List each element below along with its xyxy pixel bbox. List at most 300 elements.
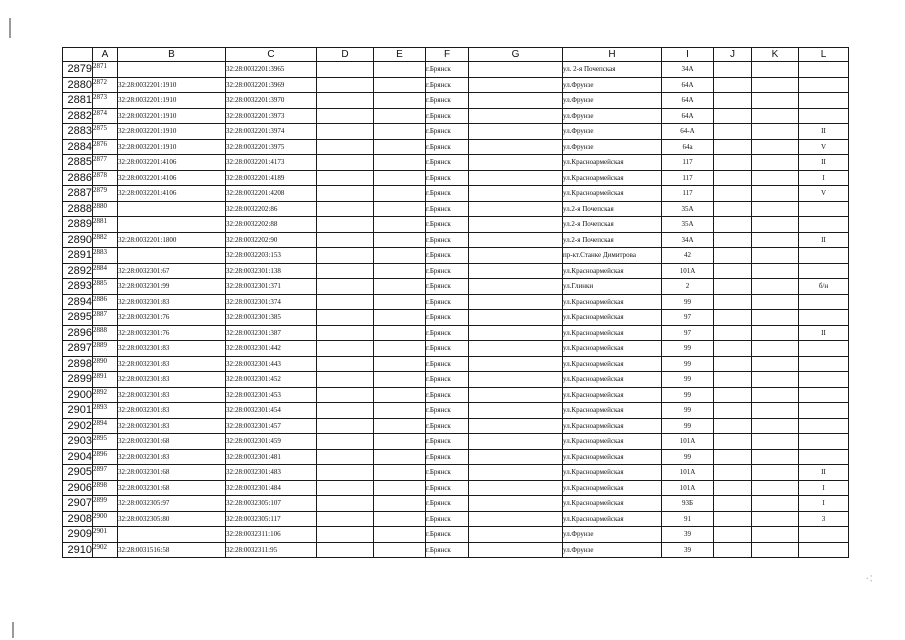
- cell-l[interactable]: I: [799, 480, 849, 496]
- cell-j[interactable]: [714, 511, 752, 527]
- cell-k[interactable]: [752, 387, 799, 403]
- cell-a[interactable]: 2885: [93, 279, 118, 295]
- cell-k[interactable]: [752, 341, 799, 357]
- cell-d[interactable]: [317, 527, 374, 543]
- cell-g[interactable]: [469, 201, 563, 217]
- cell-j[interactable]: [714, 387, 752, 403]
- cell-i[interactable]: 99: [662, 387, 714, 403]
- cell-h[interactable]: ул.Красноармейская: [563, 449, 662, 465]
- cell-g[interactable]: [469, 155, 563, 171]
- cell-g[interactable]: [469, 449, 563, 465]
- cell-c[interactable]: 32:28:0032301:484: [226, 480, 317, 496]
- column-header-i[interactable]: I: [662, 48, 714, 62]
- cell-a[interactable]: 2888: [93, 325, 118, 341]
- cell-k[interactable]: [752, 403, 799, 419]
- cell-c[interactable]: 32:28:0032201:4208: [226, 186, 317, 202]
- cell-h[interactable]: ул.Красноармейская: [563, 310, 662, 326]
- cell-e[interactable]: [374, 480, 426, 496]
- cell-b[interactable]: 32:28:0032305:97: [118, 496, 226, 512]
- cell-k[interactable]: [752, 186, 799, 202]
- cell-j[interactable]: [714, 341, 752, 357]
- cell-c[interactable]: 32:28:0032201:3974: [226, 124, 317, 140]
- cell-f[interactable]: г.Брянск: [426, 232, 469, 248]
- cell-c[interactable]: 32:28:0032305:117: [226, 511, 317, 527]
- cell-k[interactable]: [752, 496, 799, 512]
- cell-e[interactable]: [374, 372, 426, 388]
- cell-j[interactable]: [714, 170, 752, 186]
- cell-h[interactable]: ул.Красноармейская: [563, 341, 662, 357]
- cell-j[interactable]: [714, 279, 752, 295]
- cell-h[interactable]: ул.Красноармейская: [563, 480, 662, 496]
- cell-d[interactable]: [317, 279, 374, 295]
- cell-f[interactable]: г.Брянск: [426, 341, 469, 357]
- cell-b[interactable]: 32:28:0032301:83: [118, 449, 226, 465]
- cell-k[interactable]: [752, 294, 799, 310]
- cell-f[interactable]: г.Брянск: [426, 170, 469, 186]
- cell-b[interactable]: 32:28:0032301:83: [118, 387, 226, 403]
- cell-a[interactable]: 2879: [93, 186, 118, 202]
- cell-k[interactable]: [752, 449, 799, 465]
- cell-j[interactable]: [714, 93, 752, 109]
- cell-g[interactable]: [469, 356, 563, 372]
- cell-l[interactable]: [799, 217, 849, 233]
- cell-e[interactable]: [374, 62, 426, 78]
- cell-h[interactable]: ул.Фрунзе: [563, 527, 662, 543]
- cell-d[interactable]: [317, 294, 374, 310]
- cell-e[interactable]: [374, 387, 426, 403]
- cell-h[interactable]: ул.Красноармейская: [563, 372, 662, 388]
- cell-j[interactable]: [714, 356, 752, 372]
- cell-d[interactable]: [317, 325, 374, 341]
- cell-j[interactable]: [714, 310, 752, 326]
- cell-b[interactable]: [118, 62, 226, 78]
- row-number-cell[interactable]: 2899: [63, 372, 93, 388]
- cell-i[interactable]: 99: [662, 403, 714, 419]
- cell-e[interactable]: [374, 201, 426, 217]
- cell-c[interactable]: 32:28:0032301:385: [226, 310, 317, 326]
- cell-j[interactable]: [714, 155, 752, 171]
- cell-b[interactable]: 32:28:0032301:68: [118, 465, 226, 481]
- cell-g[interactable]: [469, 170, 563, 186]
- cell-e[interactable]: [374, 542, 426, 558]
- cell-f[interactable]: г.Брянск: [426, 279, 469, 295]
- cell-a[interactable]: 2898: [93, 480, 118, 496]
- cell-c[interactable]: 32:28:0032301:483: [226, 465, 317, 481]
- cell-k[interactable]: [752, 372, 799, 388]
- column-header-h[interactable]: H: [563, 48, 662, 62]
- row-number-cell[interactable]: 2910: [63, 542, 93, 558]
- cell-h[interactable]: ул.Красноармейская: [563, 155, 662, 171]
- cell-b[interactable]: 32:28:0032201:1800: [118, 232, 226, 248]
- column-header-g[interactable]: G: [469, 48, 563, 62]
- cell-j[interactable]: [714, 248, 752, 264]
- cell-d[interactable]: [317, 356, 374, 372]
- cell-i[interactable]: 99: [662, 449, 714, 465]
- cell-c[interactable]: 32:28:0032301:443: [226, 356, 317, 372]
- row-number-cell[interactable]: 2904: [63, 449, 93, 465]
- cell-d[interactable]: [317, 93, 374, 109]
- row-number-cell[interactable]: 2896: [63, 325, 93, 341]
- cell-f[interactable]: г.Брянск: [426, 217, 469, 233]
- cell-b[interactable]: 32:28:0032301:68: [118, 434, 226, 450]
- cell-c[interactable]: 32:28:0032202:88: [226, 217, 317, 233]
- cell-j[interactable]: [714, 325, 752, 341]
- cell-h[interactable]: ул. 2-я Почепская: [563, 62, 662, 78]
- cell-b[interactable]: 32:28:0032201:1910: [118, 77, 226, 93]
- cell-e[interactable]: [374, 279, 426, 295]
- cell-d[interactable]: [317, 124, 374, 140]
- row-number-cell[interactable]: 2903: [63, 434, 93, 450]
- cell-b[interactable]: 32:28:0031516:58: [118, 542, 226, 558]
- cell-l[interactable]: II: [799, 124, 849, 140]
- cell-l[interactable]: [799, 387, 849, 403]
- cell-b[interactable]: 32:28:0032301:67: [118, 263, 226, 279]
- column-header-b[interactable]: B: [118, 48, 226, 62]
- cell-i[interactable]: 39: [662, 542, 714, 558]
- cell-f[interactable]: г.Брянск: [426, 325, 469, 341]
- cell-j[interactable]: [714, 372, 752, 388]
- cell-c[interactable]: 32:28:0032301:457: [226, 418, 317, 434]
- cell-l[interactable]: [799, 62, 849, 78]
- cell-f[interactable]: г.Брянск: [426, 201, 469, 217]
- cell-d[interactable]: [317, 511, 374, 527]
- cell-l[interactable]: б/н: [799, 279, 849, 295]
- cell-d[interactable]: [317, 372, 374, 388]
- cell-k[interactable]: [752, 62, 799, 78]
- cell-b[interactable]: [118, 527, 226, 543]
- cell-g[interactable]: [469, 387, 563, 403]
- row-number-cell[interactable]: 2888: [63, 201, 93, 217]
- cell-f[interactable]: г.Брянск: [426, 496, 469, 512]
- cell-a[interactable]: 2874: [93, 108, 118, 124]
- cell-a[interactable]: 2889: [93, 341, 118, 357]
- cell-l[interactable]: [799, 201, 849, 217]
- cell-k[interactable]: [752, 248, 799, 264]
- cell-h[interactable]: ул.Красноармейская: [563, 186, 662, 202]
- row-number-cell[interactable]: 2907: [63, 496, 93, 512]
- cell-f[interactable]: г.Брянск: [426, 434, 469, 450]
- row-number-cell[interactable]: 2890: [63, 232, 93, 248]
- cell-f[interactable]: г.Брянск: [426, 139, 469, 155]
- cell-b[interactable]: 32:28:0032301:83: [118, 418, 226, 434]
- cell-j[interactable]: [714, 62, 752, 78]
- cell-f[interactable]: г.Брянск: [426, 465, 469, 481]
- cell-a[interactable]: 2873: [93, 93, 118, 109]
- cell-l[interactable]: [799, 341, 849, 357]
- row-number-cell[interactable]: 2882: [63, 108, 93, 124]
- cell-j[interactable]: [714, 542, 752, 558]
- cell-l[interactable]: II: [799, 465, 849, 481]
- cell-c[interactable]: 32:28:0032301:374: [226, 294, 317, 310]
- cell-f[interactable]: г.Брянск: [426, 93, 469, 109]
- cell-f[interactable]: г.Брянск: [426, 511, 469, 527]
- row-number-cell[interactable]: 2883: [63, 124, 93, 140]
- cell-c[interactable]: 32:28:0032201:3973: [226, 108, 317, 124]
- cell-k[interactable]: [752, 77, 799, 93]
- cell-j[interactable]: [714, 108, 752, 124]
- cell-c[interactable]: 32:28:0032201:3969: [226, 77, 317, 93]
- cell-g[interactable]: [469, 372, 563, 388]
- cell-l[interactable]: I: [799, 496, 849, 512]
- cell-k[interactable]: [752, 480, 799, 496]
- cell-d[interactable]: [317, 449, 374, 465]
- cell-i[interactable]: 101А: [662, 434, 714, 450]
- cell-j[interactable]: [714, 77, 752, 93]
- cell-a[interactable]: 2895: [93, 434, 118, 450]
- cell-e[interactable]: [374, 93, 426, 109]
- cell-i[interactable]: 99: [662, 418, 714, 434]
- cell-c[interactable]: 32:28:0032203:153: [226, 248, 317, 264]
- cell-l[interactable]: [799, 263, 849, 279]
- cell-e[interactable]: [374, 248, 426, 264]
- cell-l[interactable]: 3: [799, 511, 849, 527]
- cell-b[interactable]: 32:28:0032301:83: [118, 294, 226, 310]
- cell-h[interactable]: ул.Красноармейская: [563, 418, 662, 434]
- cell-i[interactable]: 99: [662, 294, 714, 310]
- cell-j[interactable]: [714, 124, 752, 140]
- row-number-cell[interactable]: 2897: [63, 341, 93, 357]
- column-header-f[interactable]: F: [426, 48, 469, 62]
- cell-i[interactable]: 99: [662, 341, 714, 357]
- row-number-cell[interactable]: 2900: [63, 387, 93, 403]
- cell-l[interactable]: [799, 356, 849, 372]
- cell-g[interactable]: [469, 186, 563, 202]
- cell-d[interactable]: [317, 434, 374, 450]
- cell-a[interactable]: 2901: [93, 527, 118, 543]
- cell-f[interactable]: г.Брянск: [426, 186, 469, 202]
- cell-d[interactable]: [317, 232, 374, 248]
- cell-b[interactable]: 32:28:0032301:83: [118, 403, 226, 419]
- cell-f[interactable]: г.Брянск: [426, 527, 469, 543]
- cell-c[interactable]: 32:28:0032305:107: [226, 496, 317, 512]
- cell-g[interactable]: [469, 403, 563, 419]
- cell-d[interactable]: [317, 77, 374, 93]
- cell-k[interactable]: [752, 465, 799, 481]
- cell-e[interactable]: [374, 325, 426, 341]
- cell-k[interactable]: [752, 356, 799, 372]
- cell-g[interactable]: [469, 341, 563, 357]
- cell-e[interactable]: [374, 170, 426, 186]
- cell-d[interactable]: [317, 465, 374, 481]
- cell-i[interactable]: 101А: [662, 465, 714, 481]
- cell-e[interactable]: [374, 155, 426, 171]
- cell-i[interactable]: 91: [662, 511, 714, 527]
- cell-h[interactable]: ул.2-я Почепская: [563, 201, 662, 217]
- cell-k[interactable]: [752, 279, 799, 295]
- cell-b[interactable]: 32:28:0032301:76: [118, 310, 226, 326]
- cell-k[interactable]: [752, 155, 799, 171]
- cell-d[interactable]: [317, 108, 374, 124]
- cell-b[interactable]: 32:28:0032201:1910: [118, 124, 226, 140]
- row-number-cell[interactable]: 2881: [63, 93, 93, 109]
- cell-h[interactable]: ул.Красноармейская: [563, 403, 662, 419]
- cell-h[interactable]: ул.Красноармейская: [563, 356, 662, 372]
- cell-i[interactable]: 2: [662, 279, 714, 295]
- cell-b[interactable]: 32:28:0032301:68: [118, 480, 226, 496]
- cell-a[interactable]: 2882: [93, 232, 118, 248]
- cell-i[interactable]: 97: [662, 325, 714, 341]
- cell-a[interactable]: 2892: [93, 387, 118, 403]
- cell-f[interactable]: г.Брянск: [426, 449, 469, 465]
- cell-e[interactable]: [374, 449, 426, 465]
- cell-j[interactable]: [714, 201, 752, 217]
- cell-c[interactable]: 32:28:0032311:95: [226, 542, 317, 558]
- row-number-cell[interactable]: 2891: [63, 248, 93, 264]
- cell-k[interactable]: [752, 232, 799, 248]
- cell-b[interactable]: 32:28:0032201:4106: [118, 155, 226, 171]
- cell-h[interactable]: пр-кт.Станке Димитрова: [563, 248, 662, 264]
- cell-e[interactable]: [374, 465, 426, 481]
- cell-g[interactable]: [469, 542, 563, 558]
- cell-l[interactable]: [799, 527, 849, 543]
- cell-c[interactable]: 32:28:0032301:459: [226, 434, 317, 450]
- cell-b[interactable]: 32:28:0032201:1910: [118, 93, 226, 109]
- cell-c[interactable]: 32:28:0032301:371: [226, 279, 317, 295]
- row-number-cell[interactable]: 2909: [63, 527, 93, 543]
- cell-i[interactable]: 101А: [662, 263, 714, 279]
- cell-k[interactable]: [752, 93, 799, 109]
- cell-c[interactable]: 32:28:0032301:452: [226, 372, 317, 388]
- cell-h[interactable]: ул.Красноармейская: [563, 170, 662, 186]
- cell-l[interactable]: II: [799, 232, 849, 248]
- cell-f[interactable]: г.Брянск: [426, 108, 469, 124]
- cell-j[interactable]: [714, 418, 752, 434]
- cell-i[interactable]: 99: [662, 372, 714, 388]
- cell-a[interactable]: 2884: [93, 263, 118, 279]
- cell-k[interactable]: [752, 527, 799, 543]
- cell-k[interactable]: [752, 511, 799, 527]
- cell-d[interactable]: [317, 155, 374, 171]
- cell-i[interactable]: 64А: [662, 108, 714, 124]
- cell-h[interactable]: ул.Красноармейская: [563, 387, 662, 403]
- cell-l[interactable]: II: [799, 325, 849, 341]
- cell-c[interactable]: 32:28:0032301:453: [226, 387, 317, 403]
- cell-d[interactable]: [317, 263, 374, 279]
- cell-b[interactable]: [118, 201, 226, 217]
- cell-c[interactable]: 32:28:0032201:4189: [226, 170, 317, 186]
- row-number-cell[interactable]: 2892: [63, 263, 93, 279]
- cell-j[interactable]: [714, 465, 752, 481]
- cell-b[interactable]: 32:28:0032201:4106: [118, 170, 226, 186]
- cell-a[interactable]: 2872: [93, 77, 118, 93]
- cell-g[interactable]: [469, 139, 563, 155]
- cell-d[interactable]: [317, 341, 374, 357]
- cell-b[interactable]: [118, 217, 226, 233]
- cell-i[interactable]: 101А: [662, 480, 714, 496]
- cell-e[interactable]: [374, 434, 426, 450]
- cell-e[interactable]: [374, 217, 426, 233]
- cell-a[interactable]: 2894: [93, 418, 118, 434]
- cell-j[interactable]: [714, 294, 752, 310]
- cell-e[interactable]: [374, 108, 426, 124]
- cell-l[interactable]: [799, 418, 849, 434]
- cell-i[interactable]: 34А: [662, 232, 714, 248]
- row-number-cell[interactable]: 2893: [63, 279, 93, 295]
- row-number-cell[interactable]: 2902: [63, 418, 93, 434]
- cell-d[interactable]: [317, 170, 374, 186]
- cell-b[interactable]: 32:28:0032301:76: [118, 325, 226, 341]
- cell-a[interactable]: 2896: [93, 449, 118, 465]
- cell-d[interactable]: [317, 62, 374, 78]
- cell-l[interactable]: [799, 372, 849, 388]
- cell-g[interactable]: [469, 108, 563, 124]
- cell-h[interactable]: ул.Красноармейская: [563, 465, 662, 481]
- cell-j[interactable]: [714, 186, 752, 202]
- cell-k[interactable]: [752, 124, 799, 140]
- cell-g[interactable]: [469, 418, 563, 434]
- cell-i[interactable]: 93Б: [662, 496, 714, 512]
- cell-d[interactable]: [317, 418, 374, 434]
- cell-f[interactable]: г.Брянск: [426, 310, 469, 326]
- cell-e[interactable]: [374, 186, 426, 202]
- cell-l[interactable]: V: [799, 139, 849, 155]
- cell-c[interactable]: 32:28:0032301:481: [226, 449, 317, 465]
- cell-l[interactable]: [799, 294, 849, 310]
- cell-f[interactable]: г.Брянск: [426, 356, 469, 372]
- cell-c[interactable]: 32:28:0032311:106: [226, 527, 317, 543]
- cell-j[interactable]: [714, 527, 752, 543]
- cell-b[interactable]: 32:28:0032201:1910: [118, 108, 226, 124]
- cell-i[interactable]: 34А: [662, 62, 714, 78]
- cell-l[interactable]: [799, 93, 849, 109]
- cell-j[interactable]: [714, 232, 752, 248]
- cell-d[interactable]: [317, 139, 374, 155]
- cell-e[interactable]: [374, 310, 426, 326]
- cell-i[interactable]: 117: [662, 155, 714, 171]
- cell-b[interactable]: 32:28:0032301:83: [118, 372, 226, 388]
- cell-d[interactable]: [317, 387, 374, 403]
- cell-g[interactable]: [469, 62, 563, 78]
- cell-c[interactable]: 32:28:0032301:442: [226, 341, 317, 357]
- row-number-cell[interactable]: 2908: [63, 511, 93, 527]
- cell-g[interactable]: [469, 511, 563, 527]
- cell-g[interactable]: [469, 480, 563, 496]
- cell-f[interactable]: г.Брянск: [426, 480, 469, 496]
- column-header-a[interactable]: A: [93, 48, 118, 62]
- column-header-j[interactable]: J: [714, 48, 752, 62]
- cell-d[interactable]: [317, 186, 374, 202]
- cell-c[interactable]: 32:28:0032202:90: [226, 232, 317, 248]
- cell-d[interactable]: [317, 496, 374, 512]
- row-number-cell[interactable]: 2880: [63, 77, 93, 93]
- cell-f[interactable]: г.Брянск: [426, 387, 469, 403]
- cell-j[interactable]: [714, 263, 752, 279]
- cell-e[interactable]: [374, 232, 426, 248]
- cell-b[interactable]: 32:28:0032301:83: [118, 356, 226, 372]
- cell-b[interactable]: [118, 248, 226, 264]
- cell-h[interactable]: ул.Красноармейская: [563, 496, 662, 512]
- cell-a[interactable]: 2880: [93, 201, 118, 217]
- cell-d[interactable]: [317, 310, 374, 326]
- cell-a[interactable]: 2899: [93, 496, 118, 512]
- cell-j[interactable]: [714, 496, 752, 512]
- cell-h[interactable]: ул.Глинки: [563, 279, 662, 295]
- cell-l[interactable]: [799, 403, 849, 419]
- cell-d[interactable]: [317, 217, 374, 233]
- cell-a[interactable]: 2887: [93, 310, 118, 326]
- row-number-cell[interactable]: 2906: [63, 480, 93, 496]
- cell-g[interactable]: [469, 496, 563, 512]
- cell-c[interactable]: 32:28:0032201:3965: [226, 62, 317, 78]
- cell-c[interactable]: 32:28:0032201:3975: [226, 139, 317, 155]
- cell-k[interactable]: [752, 108, 799, 124]
- cell-i[interactable]: 64А: [662, 77, 714, 93]
- cell-c[interactable]: 32:28:0032201:4173: [226, 155, 317, 171]
- cell-i[interactable]: 64а: [662, 139, 714, 155]
- cell-i[interactable]: 35А: [662, 217, 714, 233]
- cell-f[interactable]: г.Брянск: [426, 542, 469, 558]
- cell-k[interactable]: [752, 170, 799, 186]
